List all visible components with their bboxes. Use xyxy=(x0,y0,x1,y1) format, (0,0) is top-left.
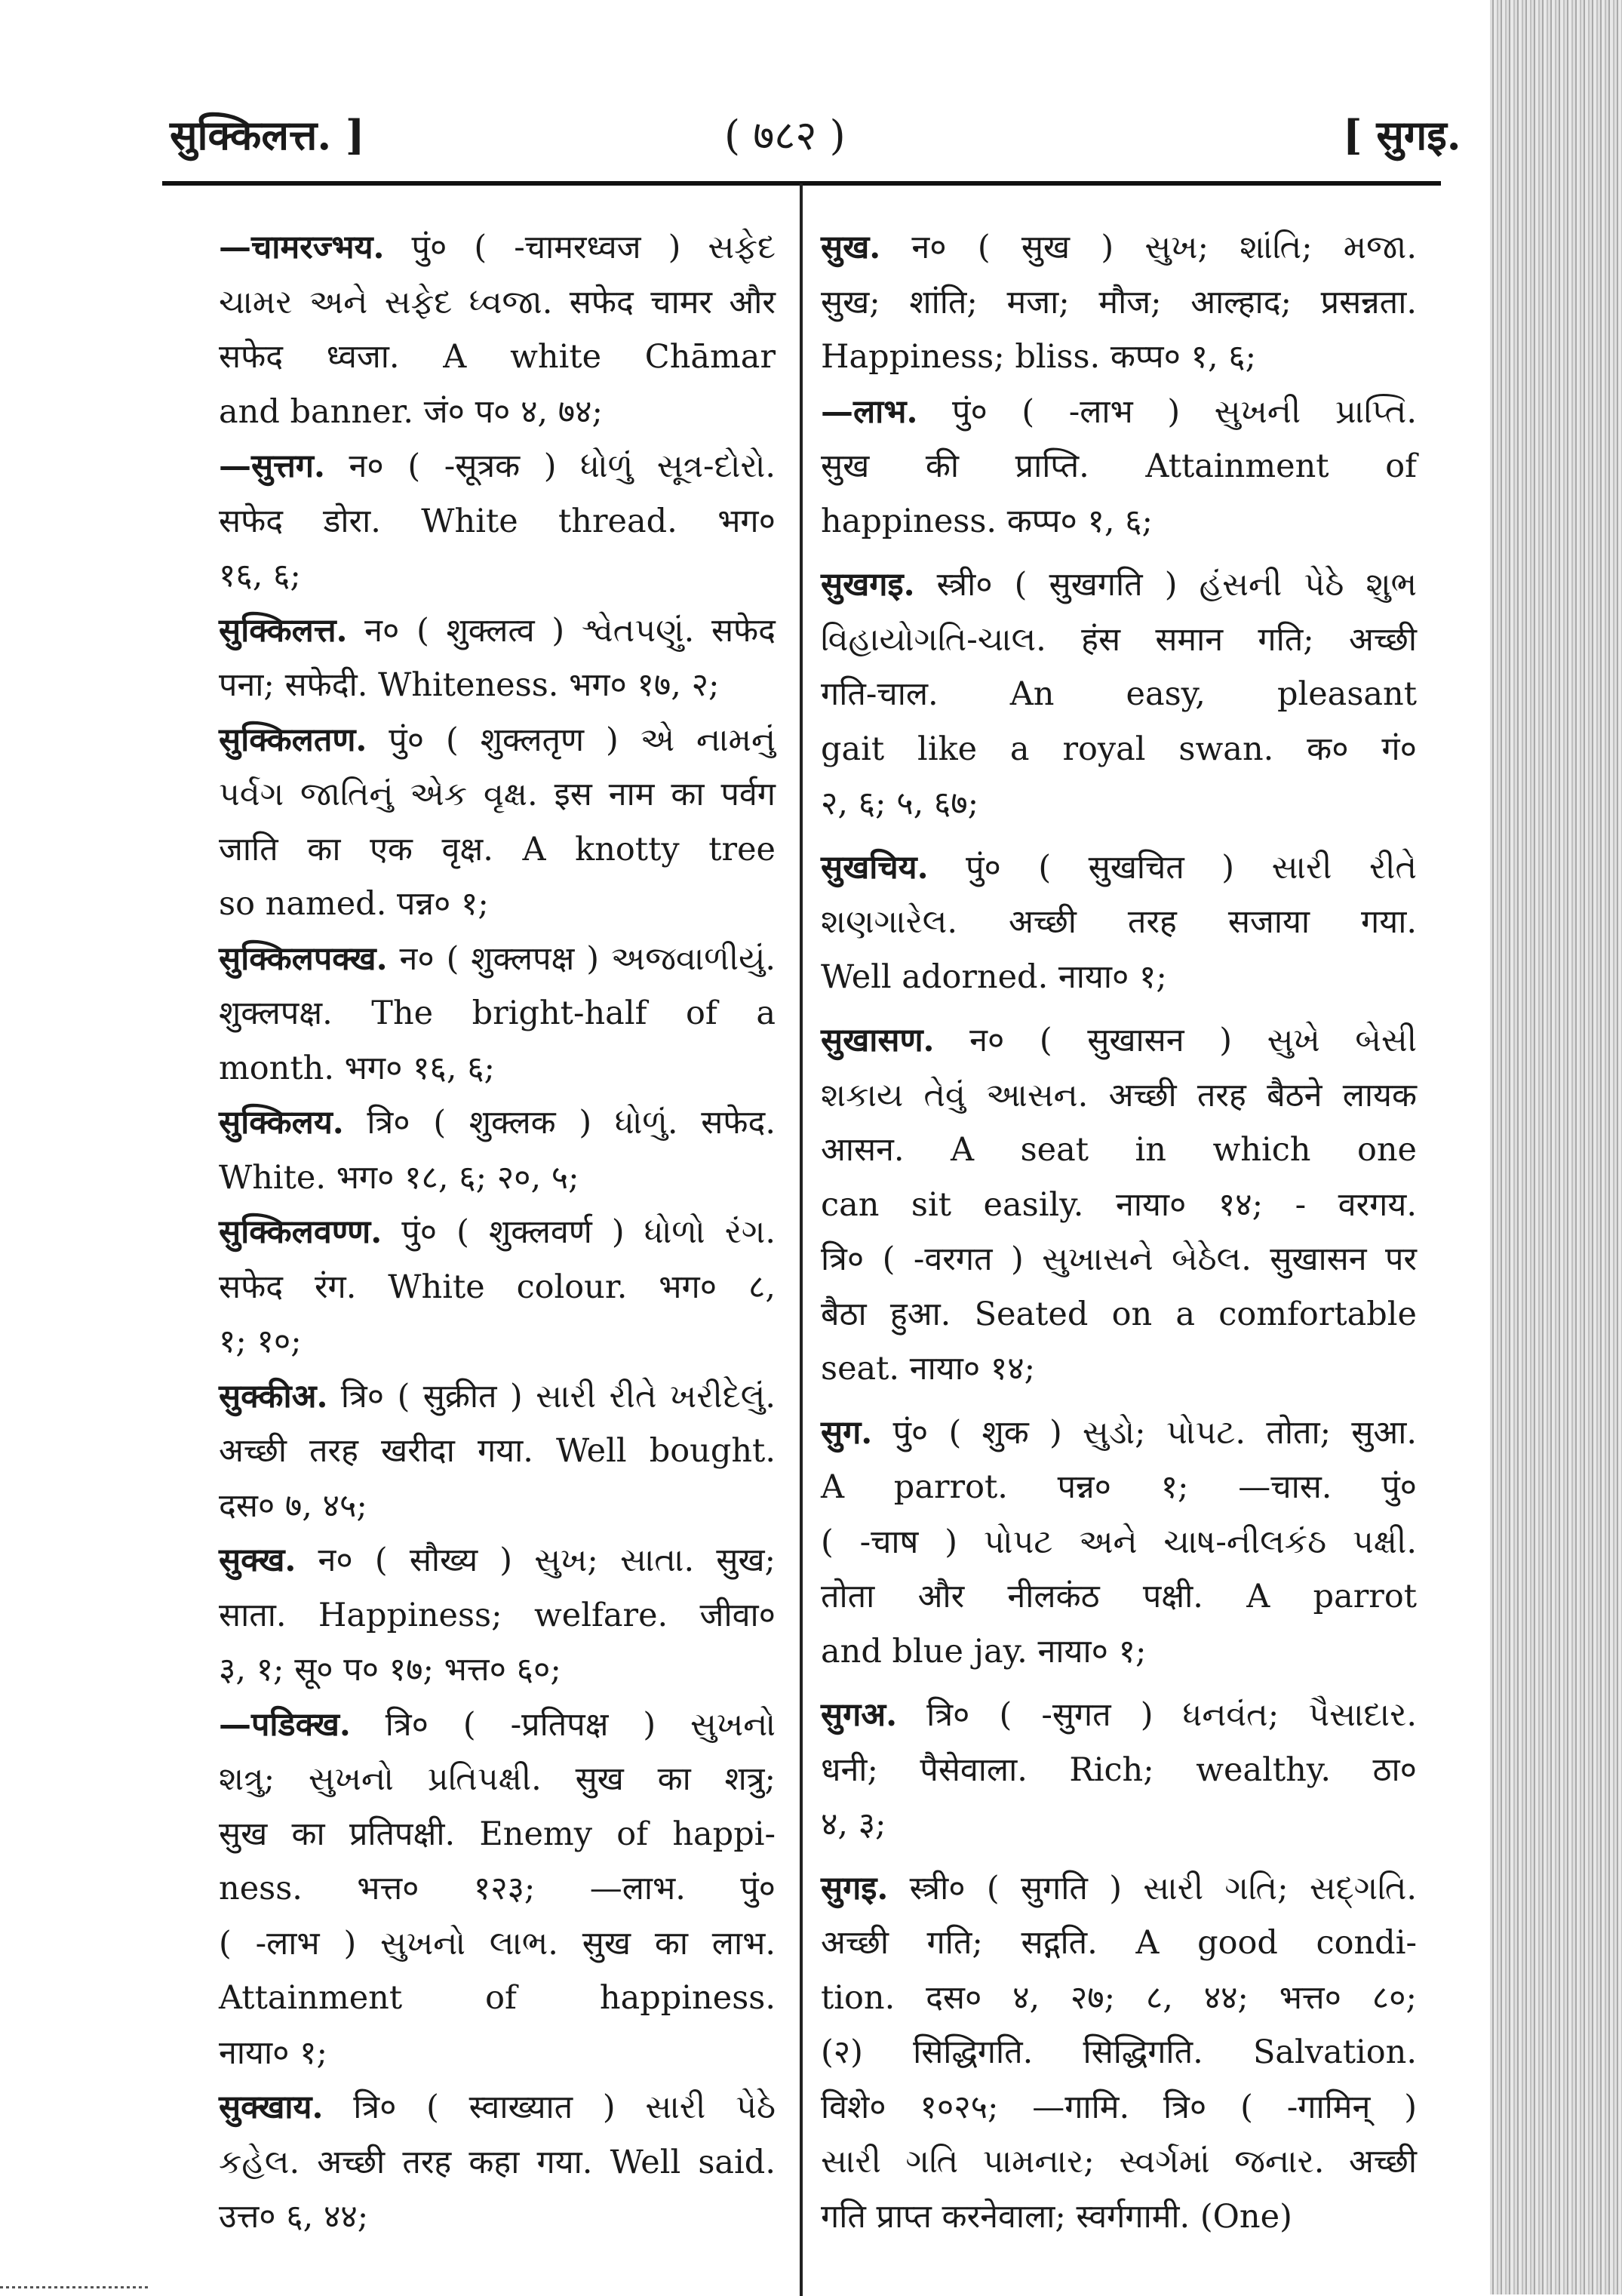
definition-text: १; १०; xyxy=(219,1323,302,1360)
headword: सुख. xyxy=(821,229,881,266)
text-line xyxy=(821,1916,1417,1971)
definition-text: बैठा हुआ. Seated on a comfortable xyxy=(821,1295,1417,1333)
definition-text: Attainment of happiness. xyxy=(219,1979,776,2017)
right-column xyxy=(821,220,1417,2244)
definition-text: दस० ७, ४५; xyxy=(219,1486,367,1525)
entry-line xyxy=(219,932,776,987)
text-line xyxy=(821,1797,1417,1852)
definition-text: विशे० १०२५; —गामि. त्रि० ( -गामिन् ) xyxy=(821,2088,1417,2126)
text-line xyxy=(821,1178,1417,1233)
definition-text: શકાય તેવું આસન. अच्छी तरह बैठने लायक xyxy=(821,1076,1417,1114)
text-line xyxy=(821,330,1417,385)
text-line xyxy=(219,1643,776,1698)
definition-text: (२) सिद्धिगति. सिद्धिगति. Salvation. xyxy=(821,2033,1417,2071)
page-edge-shadow xyxy=(1490,0,1622,2294)
definition-text: ४, ३; xyxy=(821,1806,886,1843)
entry-line xyxy=(821,220,1417,275)
text-line xyxy=(821,2135,1417,2190)
definition-text: happiness. कप्प० १, ६; xyxy=(821,502,1154,540)
entry-line xyxy=(821,1013,1417,1068)
definition-text: न० ( शुक्लत्व ) શ્વેતપણું. सफेद xyxy=(347,611,776,650)
entry-line xyxy=(219,1096,776,1151)
definition-text: પર્વગ જાતિનું એક વૃક્ષ. इस नाम का पर्वग xyxy=(219,776,776,813)
text-line xyxy=(821,895,1417,950)
header-last-word: [ सुगइ. xyxy=(1343,111,1461,159)
definition-text: न० ( सुख ) સુખ; શાંતિ; મજા. xyxy=(880,229,1417,266)
definition-text: न० ( सौख्य ) સુખ; સાતા. सुख; xyxy=(296,1541,776,1579)
definition-text: सफेद रंग. White colour. भग० ८, xyxy=(219,1268,776,1306)
text-line xyxy=(219,2026,776,2081)
entry-line xyxy=(219,1369,776,1425)
definition-text: ચામર અને સફેદ ધ્વજા. सफेद चामर और xyxy=(219,283,776,321)
definition-text: अच्छी गति; सद्गति. A good condi- xyxy=(821,1924,1417,1962)
text-line xyxy=(219,877,776,932)
text-line xyxy=(219,1041,776,1096)
text-line xyxy=(821,1569,1417,1624)
text-line xyxy=(219,658,776,713)
entry-line xyxy=(821,1861,1417,1916)
headword: सुखासण. xyxy=(821,1022,935,1059)
definition-text: त्रि० ( स्वाख्यात ) સારી પેઠે xyxy=(323,2089,776,2126)
headword: सुक्कीअ. xyxy=(219,1377,328,1415)
definition-text: सुख का प्रतिपक्षी. Enemy of happi- xyxy=(219,1815,776,1853)
definition-text: पुं० ( -लाभ ) સુખની પ્રાપ્તિ. xyxy=(917,392,1417,431)
headword: —पडिक्ख. xyxy=(219,1705,351,1744)
definition-text: ness. भत्त० १२३; —लाभ. पुं० xyxy=(219,1870,776,1907)
definition-text: ( -चाष ) પોપટ અને ચાષ-નીલકંઠ પક્ષી. xyxy=(821,1523,1417,1561)
text-line xyxy=(821,667,1417,722)
headword: सुखगइ. xyxy=(821,566,915,604)
headword: सुक्ख. xyxy=(219,1541,296,1579)
entry-line xyxy=(219,604,776,659)
headword: सुक्खाय. xyxy=(219,2089,324,2126)
headword: सुक्किलवण्ण. xyxy=(219,1213,382,1251)
text-line xyxy=(219,549,776,604)
text-line xyxy=(219,1861,776,1916)
definition-text: पुं० ( सुखचित ) સારી રીતે xyxy=(928,848,1417,887)
definition-text: gait like a royal swan. क० गं० xyxy=(821,730,1417,768)
text-line xyxy=(821,2190,1417,2245)
definition-text: त्रि० ( -वरगत ) સુખાસને બેઠેલ. सुखासन पर xyxy=(821,1240,1417,1278)
text-line xyxy=(219,986,776,1041)
definition-text: पुं० ( -चामरध्वज ) સફેદ xyxy=(384,229,776,266)
text-line xyxy=(219,1916,776,1972)
text-line xyxy=(821,1624,1417,1680)
text-line xyxy=(821,950,1417,1005)
definition-text: Happiness; bliss. कप्प० १, ६; xyxy=(821,338,1257,376)
entry-line xyxy=(219,439,776,494)
text-line xyxy=(821,1232,1417,1287)
column-divider xyxy=(800,183,803,2296)
headword: सुगइ. xyxy=(821,1869,889,1907)
headword: सुखचिय. xyxy=(821,848,929,887)
text-line xyxy=(219,1588,776,1643)
text-line xyxy=(219,2190,776,2245)
text-line xyxy=(219,1752,776,1807)
text-line xyxy=(219,494,776,549)
definition-text: अच्छी तरह खरीदा गया. Well bought. xyxy=(219,1432,776,1470)
text-line xyxy=(219,385,776,440)
definition-text: ( -लाभ ) સુખનો લાભ. सुख का लाभ. xyxy=(219,1924,776,1963)
definition-text: गति प्राप्त करनेवाला; स्वर्गगामी. (One) xyxy=(821,2197,1292,2236)
definition-text: आसन. A seat in which one xyxy=(821,1131,1417,1169)
text-line xyxy=(821,776,1417,831)
headword: सुगअ. xyxy=(821,1696,898,1734)
headword: सुक्किलय. xyxy=(219,1104,344,1142)
definition-text: १६, ६; xyxy=(219,557,301,595)
definition-text: धनी; पैसेवाला. Rich; wealthy. ठा० xyxy=(821,1750,1417,1789)
left-column xyxy=(219,220,776,2245)
text-line xyxy=(821,613,1417,668)
entry-line xyxy=(219,1698,776,1753)
text-line xyxy=(821,1743,1417,1798)
text-line xyxy=(821,1342,1417,1397)
definition-text: વિહાયોગતિ-ચાલ. हंस समान गति; अच्छी xyxy=(821,620,1417,659)
text-line xyxy=(219,2135,776,2190)
definition-text: કહેલ. अच्छी तरह कहा गया. Well said. xyxy=(219,2143,776,2181)
definition-text: શત્રુ; સુખનો પ્રતિપક્ષી. सुख का शत्रु; xyxy=(219,1760,776,1798)
definition-text: सफेद डोरा. White thread. भग० xyxy=(219,502,776,540)
entry-line xyxy=(821,841,1417,896)
definition-text: उत्त० ६, ४४; xyxy=(219,2198,369,2236)
definition-text: સારી ગતિ પામનાર; સ્વર્ગમાં જનાર. अच्छी xyxy=(821,2143,1417,2181)
definition-text: seat. नाया० १४; xyxy=(821,1350,1036,1388)
text-line xyxy=(821,1515,1417,1570)
definition-text: त्रि० ( सुक्रीत ) સારી રીતે ખરીદેલું. xyxy=(327,1377,776,1415)
headword: —सुत्तग. xyxy=(219,447,325,485)
text-line xyxy=(821,1068,1417,1123)
text-line xyxy=(219,822,776,878)
text-line xyxy=(219,1479,776,1534)
definition-text: White. भग० १८, ६; २०, ५; xyxy=(219,1158,579,1197)
text-line xyxy=(219,1971,776,2026)
text-line xyxy=(821,275,1417,330)
text-line xyxy=(219,275,776,330)
definition-text: so named. पन्न० १; xyxy=(219,885,489,923)
entry-line xyxy=(219,2080,776,2135)
definition-text: स्त्री० ( सुगति ) સારી ગતિ; સદ્ગતિ. xyxy=(888,1869,1417,1907)
entry-line xyxy=(821,1406,1417,1461)
headword: सुक्किलपक्ख. xyxy=(219,939,388,978)
entry-line xyxy=(219,1533,776,1588)
definition-text: २, ६; ५, ६७; xyxy=(821,785,979,822)
text-line xyxy=(821,1460,1417,1515)
definition-text: नाया० १; xyxy=(219,2033,327,2072)
definition-text: त्रि० ( -प्रतिपक्ष ) સુખનો xyxy=(350,1705,776,1744)
definition-text: न० ( सुखासन ) સુખે બેસી xyxy=(934,1022,1417,1059)
definition-text: सुख; शांति; मजा; मौज; आल्हाद; प्रसन्नता. xyxy=(821,283,1417,321)
text-line xyxy=(821,439,1417,494)
headword: सुक्किलत्त. xyxy=(219,611,348,650)
text-line xyxy=(821,1971,1417,2026)
definition-text: साता. Happiness; welfare. जीवा० xyxy=(219,1596,776,1634)
text-line xyxy=(219,1424,776,1479)
text-line xyxy=(219,1807,776,1862)
headword: सुग. xyxy=(821,1413,873,1452)
definition-text: त्रि० ( -सुगत ) ધનવંત; પૈસાદાર. xyxy=(897,1696,1417,1734)
definition-text: पुं० ( शुक्लवर्ण ) ધોળો રંગ. xyxy=(382,1213,776,1251)
definition-text: पुं० ( शुक ) સુડો; પોપટ. तोता; सुआ. xyxy=(872,1413,1417,1452)
definition-text: गति-चाल. An easy, pleasant xyxy=(821,675,1417,713)
entry-line xyxy=(821,558,1417,613)
headword: —लाभ. xyxy=(821,392,918,431)
definition-text: tion. दस० ४, २७; ८, ४४; भत्त० ८०; xyxy=(821,1978,1417,2017)
entry-line xyxy=(821,1688,1417,1743)
definition-text: सफेद ध्वजा. A white Chāmar xyxy=(219,338,776,376)
text-line xyxy=(219,767,776,822)
text-line xyxy=(821,2080,1417,2135)
definition-text: स्त्री० ( सुखगति ) હંસની પેઠે શુભ xyxy=(914,566,1417,604)
definition-text: શણગારેલ. अच्छी तरह सजाया गया. xyxy=(821,903,1417,941)
definition-text: जाति का एक वृक्ष. A knotty tree xyxy=(219,830,776,868)
text-line xyxy=(821,1287,1417,1342)
definition-text: month. भग० १६, ६; xyxy=(219,1049,496,1087)
text-line xyxy=(219,1260,776,1315)
definition-text: पुं० ( शुक्लतृण ) એ નામનું xyxy=(367,721,776,759)
definition-text: and banner. जं० प० ४, ७४; xyxy=(219,392,603,431)
definition-text: न० ( शुक्लपक्ष ) અજવાળીયું. xyxy=(387,939,776,978)
definition-text: can sit easily. नाया० १४; - वरगय. xyxy=(821,1185,1417,1224)
definition-text: सुख की प्राप्ति. Attainment of xyxy=(821,447,1417,485)
entry-line xyxy=(821,385,1417,440)
text-line xyxy=(821,1123,1417,1178)
headword: सुक्किलतण. xyxy=(219,721,367,759)
definition-text: तोता और नीलकंठ पक्षी. A parrot xyxy=(821,1578,1417,1615)
definition-text: शुक्लपक्ष. The bright-half of a xyxy=(219,994,776,1032)
entry-line xyxy=(219,1205,776,1260)
text-line xyxy=(219,1314,776,1369)
header-first-word: सुक्किलत्त. ] xyxy=(170,111,365,159)
definition-text: न० ( -सूत्रक ) ધોળું સૂત્ર-દોરો. xyxy=(324,447,776,485)
text-line xyxy=(821,2025,1417,2080)
definition-text: ३, १; सू० प० १७; भत्त० ६०; xyxy=(219,1651,561,1689)
text-line xyxy=(219,330,776,385)
entry-line xyxy=(219,713,776,768)
page-number: ( ७८२ ) xyxy=(724,112,846,159)
text-line xyxy=(821,494,1417,549)
definition-text: पना; सफेदी. Whiteness. भग० १७, २; xyxy=(219,666,720,704)
definition-text: Well adorned. नाया० १; xyxy=(821,957,1167,996)
definition-text: त्रि० ( शुक्लक ) ધોળું. सफेद. xyxy=(343,1104,776,1142)
headword: —चामरज्भय. xyxy=(219,229,385,266)
text-line xyxy=(821,722,1417,777)
text-line xyxy=(219,1151,776,1206)
definition-text: and blue jay. नाया० १; xyxy=(821,1632,1147,1671)
entry-line xyxy=(219,220,776,275)
scan-mark xyxy=(0,2286,151,2288)
definition-text: A parrot. पन्न० १; —चास. पुं० xyxy=(821,1468,1417,1506)
